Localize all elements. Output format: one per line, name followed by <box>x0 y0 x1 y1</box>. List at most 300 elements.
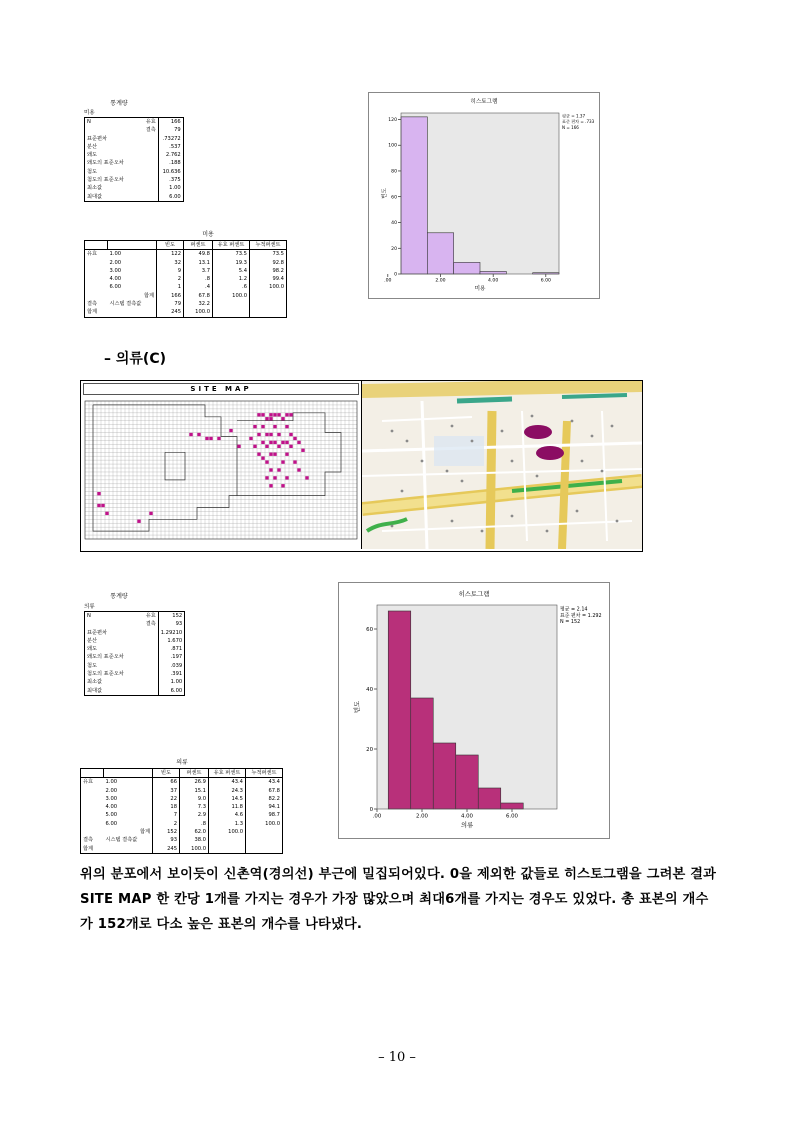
freq-cell: .6 <box>213 283 250 291</box>
stats-value: 1.670 <box>158 637 184 645</box>
stats-label: 왜도 <box>87 646 98 653</box>
histogram-bar <box>478 788 501 809</box>
stats-row <box>85 687 185 696</box>
map-poi-dot <box>611 425 614 428</box>
freq-cell: 100.0 <box>213 292 250 300</box>
body-paragraph: 위의 분포에서 보이듯이 신촌역(경의선) 부근에 밀집되어있다. 0을 제외한 값들로 히스토그램을 그려본 결과 SITE MAP 한 칸당 1개를 가지는 경우가 가장 많았으며 최대6개를 가지는 경우도 있었다. 총 표본의 개수가 152개로 다소 높은 표본의 개수를 나타냈다. <box>80 867 717 932</box>
histogram-bar <box>411 698 434 809</box>
y-tick-label: 60 <box>366 626 373 633</box>
stats-value: 1.00 <box>158 184 183 192</box>
freq-cell: 1.3 <box>209 820 246 828</box>
freq-header <box>81 769 104 778</box>
map-poi-dot <box>511 460 514 463</box>
stats-value: 79 <box>158 126 183 134</box>
stats-table-caption: 통계량 <box>110 100 128 107</box>
stats-value: .375 <box>158 176 183 184</box>
stats-label: 최대값 <box>87 193 103 200</box>
site-map-cell <box>249 437 252 440</box>
stats-label: 첨도의 표준오차 <box>87 671 124 678</box>
site-map-cell <box>97 492 100 495</box>
site-map-title: SITE MAP <box>83 383 359 395</box>
stats-value: .871 <box>158 645 184 653</box>
stats-sublabel: 결측 <box>145 621 156 628</box>
stats-value: .537 <box>158 143 183 151</box>
stats-label: 최소값 <box>87 679 103 686</box>
y-tick-label: 20 <box>366 746 373 753</box>
freq-cell: 11.8 <box>209 803 246 811</box>
freq-cell <box>81 820 104 828</box>
site-map-cell <box>281 484 284 487</box>
freq-cell: 43.4 <box>209 778 246 787</box>
freq-cell: 1.00 <box>109 251 122 258</box>
site-map-cell <box>285 441 288 444</box>
site-map-cell <box>289 413 292 416</box>
site-map-cell <box>269 453 272 456</box>
freq-cell: 82.2 <box>246 795 283 803</box>
y-tick-label: 60 <box>391 195 397 201</box>
freq-cell: 합계 <box>83 845 94 852</box>
site-map-cell <box>289 433 292 436</box>
y-tick-label: 0 <box>394 272 397 278</box>
map-poi-dot <box>536 475 539 478</box>
x-axis-label: 미용 <box>474 286 486 293</box>
site-map-cell <box>237 445 240 448</box>
histogram-bar <box>454 262 480 274</box>
site-map-cell <box>265 417 268 420</box>
freq-cell <box>246 836 283 844</box>
freq-header <box>108 241 157 250</box>
stats-sublabel <box>126 176 159 184</box>
freq-header-row <box>81 769 283 778</box>
map-poi-dot <box>581 460 584 463</box>
site-map-cell <box>297 441 300 444</box>
freq-cell: 67.8 <box>246 787 283 795</box>
freq-cell: 시스템 결측값 <box>109 301 142 308</box>
freq-cell: 5.00 <box>105 812 118 819</box>
section-heading: – 의류(C) <box>104 351 166 367</box>
histogram-clothing-svg <box>339 583 609 838</box>
map-poi-dot <box>501 430 504 433</box>
freq-cell: 49.8 <box>184 250 213 259</box>
stats-label: 표준편차 <box>87 629 108 636</box>
freq-cell <box>104 845 153 854</box>
freq-cell: 3.7 <box>184 267 213 275</box>
legend-entry: 표준 편차 = .733 <box>562 119 595 125</box>
stats-value: 6.00 <box>158 687 184 696</box>
site-map-cell <box>265 476 268 479</box>
stats-row <box>85 620 185 628</box>
freq-cell: 1.00 <box>105 779 118 786</box>
site-map-cell <box>261 413 264 416</box>
freq-cell: 결측 <box>83 837 94 844</box>
freq-cell: 66 <box>153 778 180 787</box>
stats-sublabel: 유효 <box>145 119 156 125</box>
freq-cell <box>81 803 104 811</box>
site-map-cell <box>105 512 108 515</box>
legend-entry: 평균 = 2.14 <box>560 606 588 613</box>
histogram-beauty <box>368 92 600 299</box>
freq-header: 누적퍼센트 <box>246 769 283 778</box>
freq-cell: 99.4 <box>250 275 287 283</box>
freq-header: 유효 퍼센트 <box>209 769 246 778</box>
stats-label: 첨도의 표준오차 <box>87 177 124 184</box>
freq-row <box>85 275 287 283</box>
x-axis-label: 의류 <box>460 820 474 829</box>
freq-row <box>81 778 283 787</box>
stats-table-beauty <box>84 117 184 202</box>
site-map-cell <box>277 468 280 471</box>
site-map-cell <box>269 413 272 416</box>
freq-cell: 5.4 <box>213 267 250 275</box>
site-map-figure <box>80 380 643 552</box>
site-map-cell <box>277 413 280 416</box>
site-map-cell <box>269 417 272 420</box>
stats-value: 1.29210 <box>158 629 184 637</box>
freq-header: 누적퍼센트 <box>250 241 287 250</box>
freq-cell: 24.3 <box>209 787 246 795</box>
stats-sublabel <box>126 670 159 678</box>
site-map-cell <box>277 433 280 436</box>
site-map-cell <box>101 504 104 507</box>
stats-label: 왜도 <box>87 152 98 159</box>
stats-value: .73272 <box>158 135 183 143</box>
y-tick-label: 80 <box>391 169 397 175</box>
site-map-cell <box>277 445 280 448</box>
freq-row <box>81 828 283 836</box>
freq-cell <box>250 292 287 300</box>
freq-cell: 7.3 <box>180 803 209 811</box>
site-map-cell <box>273 476 276 479</box>
freq-row <box>85 267 287 275</box>
site-map-cell <box>273 453 276 456</box>
histogram-bar <box>427 233 453 274</box>
histogram-bar <box>401 117 427 274</box>
site-map-cell <box>265 460 268 463</box>
map-poi-dot <box>601 470 604 473</box>
freq-cell <box>85 292 108 300</box>
map-poi-dot <box>391 430 394 433</box>
histogram-beauty-svg <box>369 93 599 298</box>
freq-cell <box>85 275 108 283</box>
freq-cell: 18 <box>153 803 180 811</box>
stats-label: 분산 <box>87 637 98 644</box>
legend-entry: N = 166 <box>562 124 579 130</box>
freq-cell <box>250 300 287 308</box>
freq-cell <box>246 845 283 854</box>
freq-cell: 결측 <box>87 301 98 308</box>
freq-cell <box>250 308 287 317</box>
freq-table-caption: 미용 <box>202 231 214 238</box>
freq-row <box>85 300 287 308</box>
freq-header: 퍼센트 <box>184 241 213 250</box>
freq-cell <box>85 283 108 291</box>
site-map-cell <box>261 441 264 444</box>
stats-row <box>85 612 185 621</box>
site-map-cell <box>273 425 276 428</box>
map-poi-dot <box>446 470 449 473</box>
map-poi-dot <box>471 440 474 443</box>
freq-cell: 1.2 <box>213 275 250 283</box>
stats-row <box>85 159 184 167</box>
freq-row <box>81 811 283 819</box>
map-poi-dot <box>391 525 394 528</box>
stats-row <box>85 143 184 151</box>
freq-cell: 73.5 <box>250 250 287 259</box>
freq-cell: 100.0 <box>180 845 209 854</box>
freq-cell: 37 <box>153 787 180 795</box>
site-map-cell <box>205 437 208 440</box>
freq-cell: 4.00 <box>109 276 122 283</box>
x-tick-label: 6.00 <box>540 278 551 284</box>
freq-row <box>85 292 287 300</box>
stats-sublabel <box>126 629 159 637</box>
freq-cell: 26.9 <box>180 778 209 787</box>
freq-cell <box>213 308 250 317</box>
freq-cell: 시스템 결측값 <box>105 837 138 844</box>
site-map-cell <box>97 504 100 507</box>
map-poi-dot <box>461 480 464 483</box>
stats-label <box>85 620 126 628</box>
freq-cell: 122 <box>157 250 184 259</box>
freq-cell: 67.8 <box>184 292 213 300</box>
site-map-cell <box>285 413 288 416</box>
stats-sublabel <box>126 678 159 686</box>
stats-sublabel <box>126 662 159 670</box>
stats-row <box>85 653 185 661</box>
map-poi-dot <box>451 425 454 428</box>
freq-cell: 2.00 <box>105 787 118 794</box>
y-tick-label: 40 <box>391 221 397 227</box>
freq-cell: 합계 <box>143 292 154 299</box>
freq-cell: 3.00 <box>109 267 122 274</box>
stats-value: 1.00 <box>158 678 184 686</box>
map-poi-dot <box>421 460 424 463</box>
stats-sublabel <box>126 159 159 167</box>
site-map-panel <box>81 381 362 549</box>
y-tick-label: 120 <box>388 117 397 123</box>
stats-sublabel <box>126 193 159 202</box>
freq-cell: 유효 <box>83 779 94 786</box>
histogram-bar <box>456 755 479 809</box>
freq-cell <box>108 308 157 317</box>
freq-cell: 1 <box>157 283 184 291</box>
freq-cell: 13.1 <box>184 259 213 267</box>
site-map-cell <box>301 449 304 452</box>
freq-cell: 79 <box>157 300 184 308</box>
x-tick-label: .00 <box>372 813 382 820</box>
map-poi-dot <box>406 440 409 443</box>
freq-cell: 100.0 <box>246 820 283 828</box>
stats-row <box>85 637 185 645</box>
histogram-bar <box>501 803 524 809</box>
chart-title: 히스토그램 <box>458 590 490 598</box>
stats-value: .039 <box>158 662 184 670</box>
freq-cell <box>81 828 104 836</box>
freq-cell: 93 <box>153 836 180 844</box>
stats-label: 최대값 <box>87 687 103 694</box>
freq-header: 퍼센트 <box>180 769 209 778</box>
stats-row <box>85 678 185 686</box>
stats-value: 10.636 <box>158 168 183 176</box>
stats-table-clothing <box>84 611 185 696</box>
freq-header: 빈도 <box>157 241 184 250</box>
stats-label: 첨도 <box>87 662 98 669</box>
freq-cell: 유효 <box>87 251 98 258</box>
site-map-cell <box>297 468 300 471</box>
freq-cell <box>81 795 104 803</box>
freq-row <box>81 820 283 828</box>
freq-cell <box>213 300 250 308</box>
freq-cell: 38.0 <box>180 836 209 844</box>
freq-cell: 6.00 <box>109 284 122 291</box>
freq-cell <box>209 836 246 844</box>
freq-cell: 92.8 <box>250 259 287 267</box>
freq-header: 빈도 <box>153 769 180 778</box>
histogram-clothing <box>338 582 610 839</box>
freq-cell: 32.2 <box>184 300 213 308</box>
freq-row <box>81 836 283 844</box>
freq-cell: 14.5 <box>209 795 246 803</box>
freq-cell: 6.00 <box>105 820 118 827</box>
stats-row <box>85 176 184 184</box>
freq-cell: 94.1 <box>246 803 283 811</box>
freq-cell: 15.1 <box>180 787 209 795</box>
map-poi-dot <box>481 530 484 533</box>
freq-cell: 3.00 <box>105 795 118 802</box>
freq-cell: 98.7 <box>246 811 283 819</box>
site-map-cell <box>209 437 212 440</box>
site-map-cell <box>285 453 288 456</box>
freq-cell: 합계 <box>87 309 98 316</box>
freq-row <box>85 308 287 317</box>
site-map-cell <box>269 433 272 436</box>
freq-cell: 합계 <box>139 829 150 836</box>
stats-label: 최소값 <box>87 185 103 192</box>
site-map-cell <box>189 433 192 436</box>
map-poi-dot <box>401 490 404 493</box>
stats-row <box>85 184 184 192</box>
stats-sublabel <box>126 168 159 176</box>
y-tick-label: 20 <box>391 246 397 252</box>
freq-cell: 22 <box>153 795 180 803</box>
freq-table-clothing <box>80 768 283 854</box>
freq-cell: 43.4 <box>246 778 283 787</box>
site-map-cell <box>265 445 268 448</box>
site-map-cell <box>261 457 264 460</box>
freq-header <box>85 241 108 250</box>
stats-table-caption-2: 통계량 <box>110 593 128 600</box>
freq-cell: 19.3 <box>213 259 250 267</box>
freq-cell: 100.0 <box>250 283 287 291</box>
freq-cell: 4.00 <box>105 804 118 811</box>
histogram-bar <box>388 611 411 809</box>
x-tick-label: 4.00 <box>488 278 499 284</box>
stats-sublabel: 결측 <box>145 127 156 134</box>
freq-row <box>85 259 287 267</box>
freq-cell: 4.6 <box>209 811 246 819</box>
stats-sublabel <box>126 135 159 143</box>
y-tick-label: 0 <box>369 806 373 813</box>
y-axis-label: 빈도 <box>381 188 388 199</box>
site-map-cell <box>229 429 232 432</box>
stats-row <box>85 126 184 134</box>
site-map-cell <box>217 437 220 440</box>
y-tick-label: 40 <box>366 686 373 693</box>
stats-value: .188 <box>158 159 183 167</box>
map-poi-dot <box>571 420 574 423</box>
freq-cell: 166 <box>157 292 184 300</box>
x-tick-label: 2.00 <box>415 813 429 820</box>
site-map-cell <box>269 484 272 487</box>
site-map-cell <box>293 437 296 440</box>
site-map-grid <box>83 395 359 547</box>
site-map-cell <box>197 433 200 436</box>
freq-cell: 2.00 <box>109 259 122 266</box>
stats-row <box>85 645 185 653</box>
stats-label: N <box>87 613 91 619</box>
stats-label: 분산 <box>87 143 98 150</box>
freq-cell <box>85 267 108 275</box>
map-poi-dot <box>576 510 579 513</box>
stats-row <box>85 193 184 202</box>
x-tick-label: 4.00 <box>460 813 474 820</box>
stats-value: .391 <box>158 670 184 678</box>
freq-cell: 2 <box>153 820 180 828</box>
freq-cell: 7 <box>153 811 180 819</box>
district-boundary <box>165 452 185 480</box>
stats-row <box>85 670 185 678</box>
freq-cell: 9.0 <box>180 795 209 803</box>
site-map-cell <box>253 445 256 448</box>
freq-cell <box>81 811 104 819</box>
site-map-cell <box>257 433 260 436</box>
y-axis-label: 빈도 <box>353 700 362 714</box>
stats-sublabel <box>126 653 159 661</box>
stats-row <box>85 629 185 637</box>
freq-table-beauty <box>84 240 287 318</box>
stats-sublabel <box>126 151 159 159</box>
histogram-bar <box>480 271 506 274</box>
stats-label: N <box>87 119 91 125</box>
site-map-cell <box>285 476 288 479</box>
stats-row <box>85 151 184 159</box>
freq-cell <box>246 828 283 836</box>
map-poi-dot <box>546 530 549 533</box>
freq-header-row <box>85 241 287 250</box>
freq-cell: 98.2 <box>250 267 287 275</box>
site-map-cell <box>137 520 140 523</box>
freq-table-caption-2: 의류 <box>176 759 188 766</box>
stats-value: .197 <box>158 653 184 661</box>
freq-cell <box>85 259 108 267</box>
freq-cell: 100.0 <box>184 308 213 317</box>
freq-cell: 32 <box>157 259 184 267</box>
site-map-cell <box>281 460 284 463</box>
site-map-cell <box>261 425 264 428</box>
x-tick-label: 2.00 <box>435 278 446 284</box>
freq-cell: 73.5 <box>213 250 250 259</box>
stats-variable-label: 미용 <box>84 110 95 116</box>
stats-label <box>85 126 126 134</box>
map-poi-dot <box>451 520 454 523</box>
freq-row <box>81 845 283 854</box>
freq-cell: .8 <box>184 275 213 283</box>
site-map-cell <box>269 468 272 471</box>
site-map-cell <box>273 441 276 444</box>
freq-cell: 152 <box>153 828 180 836</box>
map-marker-1 <box>524 425 552 439</box>
stats-sublabel <box>126 645 159 653</box>
